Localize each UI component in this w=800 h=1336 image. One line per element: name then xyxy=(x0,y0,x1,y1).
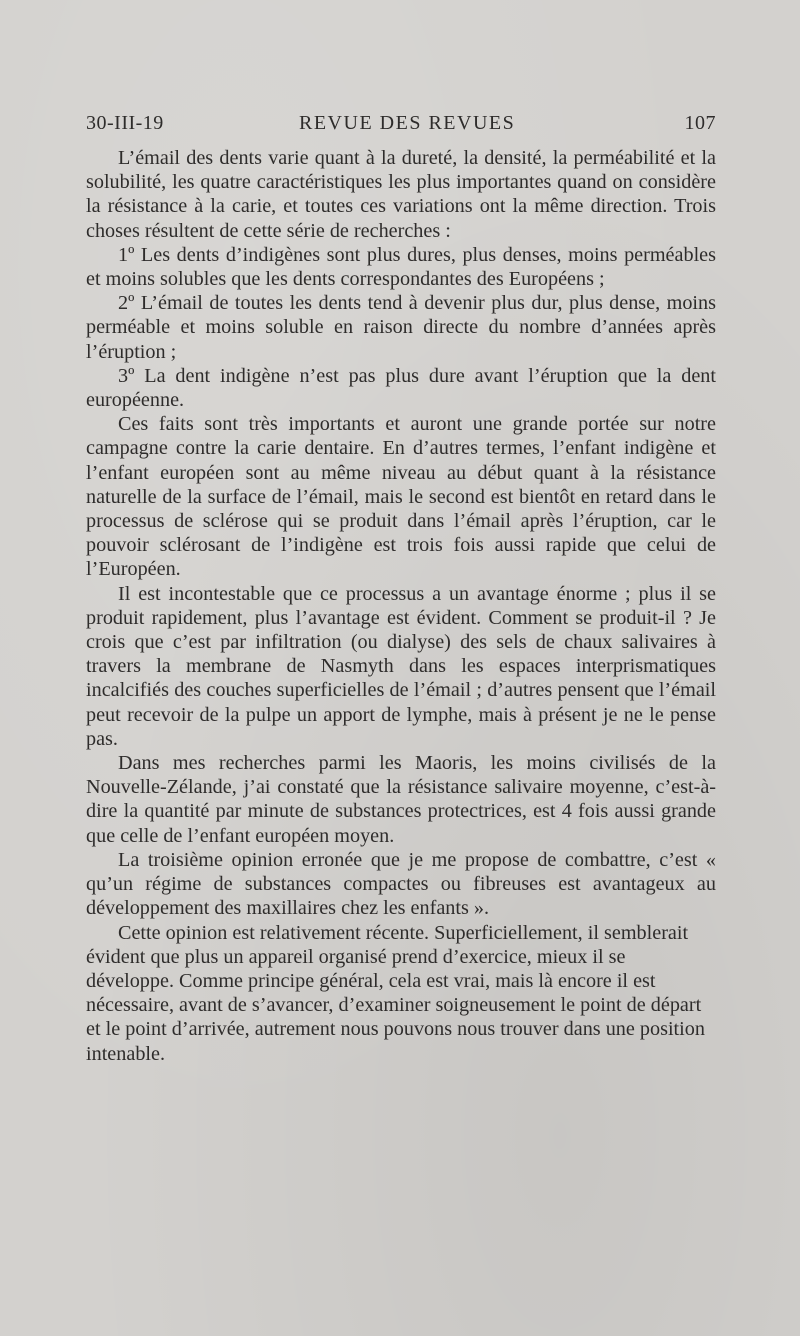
paragraph-finding-2: 2º L’émail de toutes les dents tend à devenir plus dur, plus dense, moins perméable et moins soluble en raison directe du nombre d’années après l’éruption ; xyxy=(86,292,716,363)
paragraph-relatively-recent: Cette opinion est relativement récente. Superficiellement, il semblerait évident que plus un appareil organisé prend d’exercice, mieux il se développe. Comme principe général, cela est vrai, mais là encore il est nécessaire, avant de s’avancer, d’examiner soigneusement le point de départ et le point d’arrivée, autrement nous pouvons nous trouver dans une position intenable. xyxy=(86,921,705,1065)
page-number: 107 xyxy=(684,112,716,134)
running-header xyxy=(86,112,716,142)
paragraph-finding-1: 1º Les dents d’indigènes sont plus dures, plus denses, moins perméables et moins solubles que les dents correspondantes des Européens ; xyxy=(86,243,716,291)
paragraph-finding-3: 3º La dent indigène n’est pas plus dure avant l’éruption que la dent européenne. xyxy=(86,364,716,412)
paragraph-enamel-variation: L’émail des dents varie quant à la dureté, la densité, la perméabilité et la solubilité, les quatre caractéristiques les plus importantes quand on considère la résistance à la carie, et toutes ces variations ont la même direction. Trois choses résultent de cette série de recherches : xyxy=(86,147,716,242)
paragraph-implications: Ces faits sont très importants et auront une grande portée sur notre campagne contre la carie dentaire. En d’autres termes, l’enfant indigène et l’enfant européen sont au même niveau au début quant à la résistance naturelle de la surface de l’émail, mais le second est bientôt en retard dans le processus de sclérose qui se produit dans l’émail après l’éruption, car le pouvoir sclérosant de l’indigène est trois fois aussi rapide que celui de l’Européen. xyxy=(86,413,716,581)
header-date: 30-III-19 xyxy=(86,112,164,134)
paragraph-third-opinion: La troisième opinion erronée que je me propose de combattre, c’est « qu’un régime de substances compactes ou fibreuses est avantageux au développement des maxillaires chez les enfants ». xyxy=(86,848,716,920)
paragraph-maoris: Dans mes recherches parmi les Maoris, les moins civilisés de la Nouvelle-Zélande, j’ai constaté que la résistance salivaire moyenne, c’est-à-dire la quantité par minute de substances protectrices, est 4 fois aussi grande que celle de l’enfant européen moyen. xyxy=(86,752,716,847)
article-body xyxy=(86,146,716,1066)
paragraph-process: Il est incontestable que ce processus a un avantage énorme ; plus il se produit rapidement, plus l’avantage est évident. Comment se produit-il ? Je crois que c’est par infiltration (ou dialyse) des sels de chaux salivaires à travers la membrane de Nasmyth dans les espaces interprismatiques incalcifiés des couches superficielles de l’émail ; d’autres pensent que l’émail peut recevoir de la pulpe un apport de lymphe, mais à présent je ne le pense pas. xyxy=(86,582,716,750)
header-journal-title: REVUE DES REVUES xyxy=(299,112,516,134)
